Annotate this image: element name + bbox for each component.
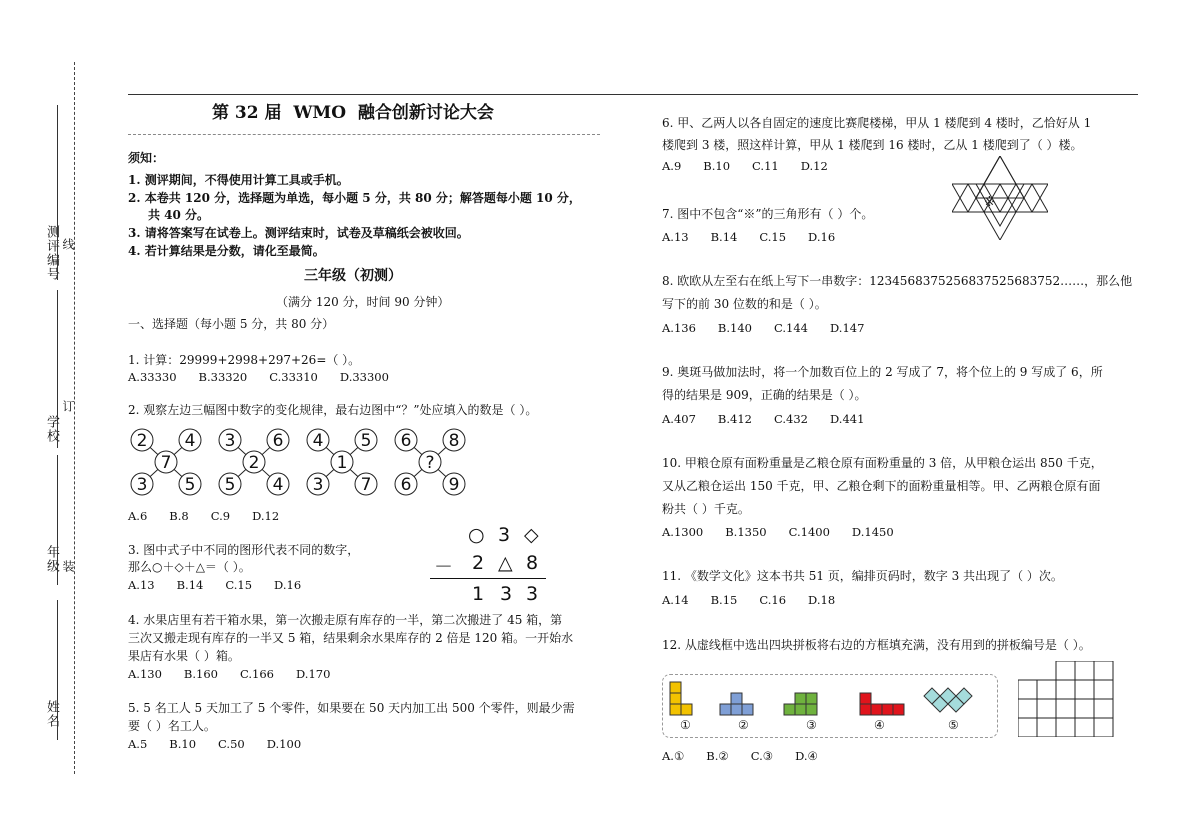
q2-fig2-tr-value: 6 <box>272 431 284 451</box>
q12-piece-2-cell <box>742 704 753 715</box>
q1-options <box>128 369 411 385</box>
q2-fig4-br-value: 9 <box>448 475 460 495</box>
grade-underline <box>57 455 58 585</box>
q3-vertical-subtraction <box>428 522 548 608</box>
q3-r3-c2: 3 <box>500 583 513 605</box>
name-label: 姓名 <box>44 700 59 728</box>
q6-line-1: 6. 甲、乙两人以各自固定的速度比赛爬楼梯，甲从 1 楼爬到 4 楼时，乙恰好从 1 <box>662 116 1092 130</box>
q11-option-b[interactable]: B.15 <box>710 593 738 607</box>
q3-r2-c3: 8 <box>526 552 539 574</box>
q5-option-a[interactable]: A.5 <box>128 737 148 751</box>
q4-options <box>128 666 352 682</box>
section-1-heading: 一、选择题（每小题 5 分，共 80 分） <box>128 317 335 331</box>
q1-option-d[interactable]: D.33300 <box>339 370 389 384</box>
q12-piece-1-cell <box>670 682 681 693</box>
q12-piece-3-cell <box>784 704 795 715</box>
q12-piece-1-cell <box>670 693 681 704</box>
q12-option-b[interactable]: B.② <box>706 749 729 763</box>
q8-option-d[interactable]: D.147 <box>829 321 865 335</box>
q4-option-a[interactable]: A.130 <box>128 667 162 681</box>
notice-item-2-cont: 共 40 分。 <box>148 208 210 222</box>
notice-item-2: 2. 本卷共 120 分，选择题为单选，每小题 5 分，共 80 分；解答题每小题 10 分， <box>128 191 581 205</box>
q10-line-3: 粉共（ ）千克。 <box>662 502 750 516</box>
q12-grid-cell <box>1037 718 1056 737</box>
q8-options <box>662 320 886 336</box>
q12-grid-cell <box>1056 680 1075 699</box>
q9-line-1: 9. 奥斑马做加法时，将一个加数百位上的 2 写成了 7，将个位上的 9 写成了 6，所 <box>662 365 1103 379</box>
q12-piece-label-1: ① <box>680 718 691 732</box>
q12-grid-cell <box>1037 680 1056 699</box>
q6-option-c[interactable]: C.11 <box>752 159 779 173</box>
q2-fig3-bl-value: 3 <box>312 475 324 495</box>
q12-piece-1-cell <box>681 704 692 715</box>
q4-line-1: 4. 水果店里有若干箱水果，第一次搬走原有库存的一半，第二次搬进了 45 箱，第 <box>128 613 563 627</box>
q7-star-figure <box>952 156 1048 240</box>
q2-fig1-br-value: 5 <box>184 475 196 495</box>
q9-options <box>662 411 886 427</box>
q5-option-b[interactable]: B.10 <box>169 737 197 751</box>
q9-line-2: 得的结果是 909，正确的结果是（ ）。 <box>662 388 867 402</box>
q4-option-b[interactable]: B.160 <box>183 667 218 681</box>
q12-options <box>662 748 840 764</box>
q3-option-d[interactable]: D.16 <box>274 578 302 592</box>
q2-option-d[interactable]: D.12 <box>252 509 280 523</box>
q11-text: 11. 《数学文化》这本书共 51 页，编排页码时，数字 3 共出现了（ ）次。 <box>662 569 1063 583</box>
q4-line-3: 果店有水果（ ）箱。 <box>128 649 240 663</box>
q4-option-d[interactable]: D.170 <box>295 667 331 681</box>
q2-fig3-tr-value: 5 <box>360 431 372 451</box>
q3-line-1: 3. 图中式子中不同的图形代表不同的数字， <box>128 543 360 557</box>
q1-option-c[interactable]: C.33310 <box>269 370 318 384</box>
q7-text: 7. 图中不包含“※”的三角形有（ ）个。 <box>662 207 874 221</box>
q9-option-c[interactable]: C.432 <box>773 412 808 426</box>
q10-option-c[interactable]: C.1400 <box>788 525 830 539</box>
q12-piece-4-cell <box>871 704 882 715</box>
q11-option-c[interactable]: C.16 <box>759 593 787 607</box>
q12-piece-2-cell <box>731 693 742 704</box>
q2-fig2-tl-value: 3 <box>224 431 236 451</box>
school-underline <box>57 290 58 448</box>
title-dashed-rule <box>128 134 600 135</box>
q1-option-a[interactable]: A.33330 <box>128 370 177 384</box>
q12-grid-cell <box>1094 718 1113 737</box>
q3-r1-c3: ◇ <box>524 524 539 546</box>
q12-grid-cell <box>1094 661 1113 680</box>
q12-piece-4-cell <box>893 704 904 715</box>
q7-option-b[interactable]: B.14 <box>710 230 738 244</box>
q2-figures <box>126 424 470 500</box>
q2-option-c[interactable]: C.9 <box>210 509 231 523</box>
q2-fig4-tl-value: 6 <box>400 431 412 451</box>
id-label: 测评编号 <box>44 225 59 281</box>
q3-r1-c1: ○ <box>468 524 485 546</box>
q2-fig1-c-value: 7 <box>160 453 172 473</box>
q12-grid-cell <box>1018 718 1037 737</box>
q2-fig3-c-value: 1 <box>336 453 348 473</box>
q5-line-1: 5. 5 名工人 5 天加工了 5 个零件，如果要在 50 天内加工出 500 个零件，则最少需 <box>128 701 575 715</box>
notice-item-1: 1. 测评期间，不得使用计算工具或手机。 <box>128 173 349 187</box>
q3-r2-c2: △ <box>498 552 513 574</box>
grade-title: 三年级（初测） <box>304 268 402 284</box>
q12-grid-cell <box>1075 680 1094 699</box>
q12-grid-cell <box>1075 661 1094 680</box>
q3-sum-rule <box>430 578 546 579</box>
q12-grid-cell <box>1075 718 1094 737</box>
q12-piece-3-cell <box>806 693 817 704</box>
q12-piece-label-5: ⑤ <box>948 718 959 732</box>
q12-option-d[interactable]: D.④ <box>795 749 818 763</box>
q8-line-1: 8. 欧欧从左至右在纸上写下一串数字：1234568375256837525683752……，那么他 <box>662 274 1133 288</box>
id-underline <box>57 105 58 280</box>
q12-option-c[interactable]: C.③ <box>750 749 774 763</box>
q2-fig2-c-value: 2 <box>248 453 260 473</box>
q2-option-b[interactable]: B.8 <box>169 509 189 523</box>
q12-piece-2-cell <box>720 704 731 715</box>
q3-r3-c3: 3 <box>526 583 539 605</box>
q12-grid-cell <box>1075 699 1094 718</box>
seal-zhuang-mark: 装 <box>61 560 75 573</box>
q11-options <box>662 592 857 608</box>
q3-line-2: 那么○＋◇＋△＝（ ）。 <box>128 560 251 574</box>
q12-text: 12. 从虚线框中选出四块拼板将右边的方框填充满，没有用到的拼板编号是（ ）。 <box>662 638 1091 652</box>
q12-grid-cell <box>1056 661 1075 680</box>
q6-options <box>662 158 850 174</box>
q12-grid-cell <box>1018 680 1037 699</box>
q10-line-1: 10. 甲粮仓原有面粉重量是乙粮仓原有面粉重量的 3 倍，从甲粮仓运出 850 千克， <box>662 456 1103 470</box>
q8-line-2: 写下的前 30 位数的和是（ ）。 <box>662 297 827 311</box>
seal-line-mark: 线 <box>61 238 75 251</box>
q8-option-a[interactable]: A.136 <box>662 321 696 335</box>
q12-grid-cell <box>1037 699 1056 718</box>
q6-option-d[interactable]: D.12 <box>800 159 828 173</box>
q8-option-b[interactable]: B.140 <box>717 321 752 335</box>
q1-option-b[interactable]: B.33320 <box>198 370 248 384</box>
q9-option-a[interactable]: A.407 <box>662 412 696 426</box>
notice-heading: 须知： <box>128 151 165 165</box>
q5-options <box>128 736 323 752</box>
notice-item-4: 4. 若计算结果是分数，请化至最简。 <box>128 244 325 258</box>
q12-piece-label-3: ③ <box>806 718 817 732</box>
q2-fig4-c-value: ? <box>425 453 435 473</box>
q12-piece-2-cell <box>731 704 742 715</box>
q2-fig4-bl-value: 6 <box>400 475 412 495</box>
grade-label: 年级 <box>44 545 59 573</box>
q7-option-c[interactable]: C.15 <box>759 230 787 244</box>
q12-piece-label-4: ④ <box>874 718 885 732</box>
q7-option-d[interactable]: D.16 <box>808 230 836 244</box>
q12-piece-3-cell <box>806 704 817 715</box>
q12-grid-cell <box>1056 718 1075 737</box>
q6-line-2: 楼爬到 3 楼，照这样计算，甲从 1 楼爬到 16 楼时，乙从 1 楼爬到了（ ）楼。 <box>662 138 1083 152</box>
q10-options <box>662 524 916 540</box>
seal-ding-mark: 订 <box>61 400 75 413</box>
q7-option-a[interactable]: A.13 <box>662 230 689 244</box>
q2-fig4-tr-value: 8 <box>448 431 460 451</box>
q1-text: 1. 计算：29999+2998+297+26=（ ）。 <box>128 353 361 367</box>
q2-fig3-tl-value: 4 <box>312 431 324 451</box>
q6-option-a[interactable]: A.9 <box>662 159 682 173</box>
q12-grid-cell <box>1094 699 1113 718</box>
name-underline <box>57 600 58 740</box>
q11-option-a[interactable]: A.14 <box>662 593 689 607</box>
q8-option-c[interactable]: C.144 <box>773 321 808 335</box>
exam-meta: （满分 120 分，时间 90 分钟） <box>276 295 450 309</box>
q12-piece-3-cell <box>795 693 806 704</box>
q2-fig2-br-value: 4 <box>272 475 284 495</box>
q2-option-a[interactable]: A.6 <box>128 509 148 523</box>
q9-option-d[interactable]: D.441 <box>829 412 865 426</box>
q5-option-d[interactable]: D.100 <box>266 737 302 751</box>
q11-option-d[interactable]: D.18 <box>808 593 836 607</box>
q4-option-c[interactable]: C.166 <box>239 667 274 681</box>
q12-grid-cell <box>1094 680 1113 699</box>
q3-option-a[interactable]: A.13 <box>128 578 155 592</box>
q12-target-grid <box>1018 661 1114 737</box>
notice-item-3: 3. 请将答案写在试卷上。测评结束时，试卷及草稿纸会被收回。 <box>128 226 469 240</box>
q3-r1-c2: 3 <box>498 524 511 546</box>
q3-r3-c1: 1 <box>472 583 485 605</box>
q12-piece-3-cell <box>795 704 806 715</box>
q4-line-2: 三次又搬走现有库存的一半又 5 箱，结果剩余水果库存的 2 倍是 120 箱。一开始水 <box>128 631 574 645</box>
top-rule <box>128 94 1138 95</box>
q12-piece-label-2: ② <box>738 718 749 732</box>
q5-line-2: 要（ ）名工人。 <box>128 719 216 733</box>
q10-option-a[interactable]: A.1300 <box>662 525 704 539</box>
q12-grid-cell <box>1018 699 1037 718</box>
q12-piece-1-cell <box>670 704 681 715</box>
q3-option-b[interactable]: B.14 <box>176 578 204 592</box>
q7-mark-glyph: ※ <box>984 195 995 210</box>
q10-option-b[interactable]: B.1350 <box>725 525 767 539</box>
q3-r2-c1: 2 <box>472 552 485 574</box>
q2-fig1-tl-value: 2 <box>136 431 148 451</box>
q2-text: 2. 观察左边三幅图中数字的变化规律，最右边图中“？”处应填入的数是（ ）。 <box>128 403 538 417</box>
q5-option-c[interactable]: C.50 <box>218 737 245 751</box>
q3-option-c[interactable]: C.15 <box>225 578 253 592</box>
q12-option-a[interactable]: A.① <box>662 749 685 763</box>
q2-options <box>128 508 301 524</box>
page-title: 第 32 届 WMO 融合创新讨论大会 <box>212 103 494 123</box>
binding-dashed-line <box>74 62 75 774</box>
q10-line-2: 又从乙粮仓运出 150 千克，甲、乙粮仓剩下的面粉重量相等。甲、乙两粮仓原有面 <box>662 479 1101 493</box>
q12-piece-4-cell <box>860 704 871 715</box>
q9-option-b[interactable]: B.412 <box>717 412 752 426</box>
q12-grid-cell <box>1056 699 1075 718</box>
q2-fig1-tr-value: 4 <box>184 431 196 451</box>
school-label: 学校 <box>44 415 59 443</box>
q6-option-b[interactable]: B.10 <box>703 159 731 173</box>
q2-fig3-br-value: 7 <box>360 475 372 495</box>
q10-option-d[interactable]: D.1450 <box>851 525 894 539</box>
q3-r2-minus: － <box>434 556 454 578</box>
q2-fig1-bl-value: 3 <box>136 475 148 495</box>
q12-piece-4-cell <box>882 704 893 715</box>
q7-options <box>662 229 857 245</box>
q12-piece-4-cell <box>860 693 871 704</box>
q2-fig2-bl-value: 5 <box>224 475 236 495</box>
q3-options <box>128 577 323 593</box>
